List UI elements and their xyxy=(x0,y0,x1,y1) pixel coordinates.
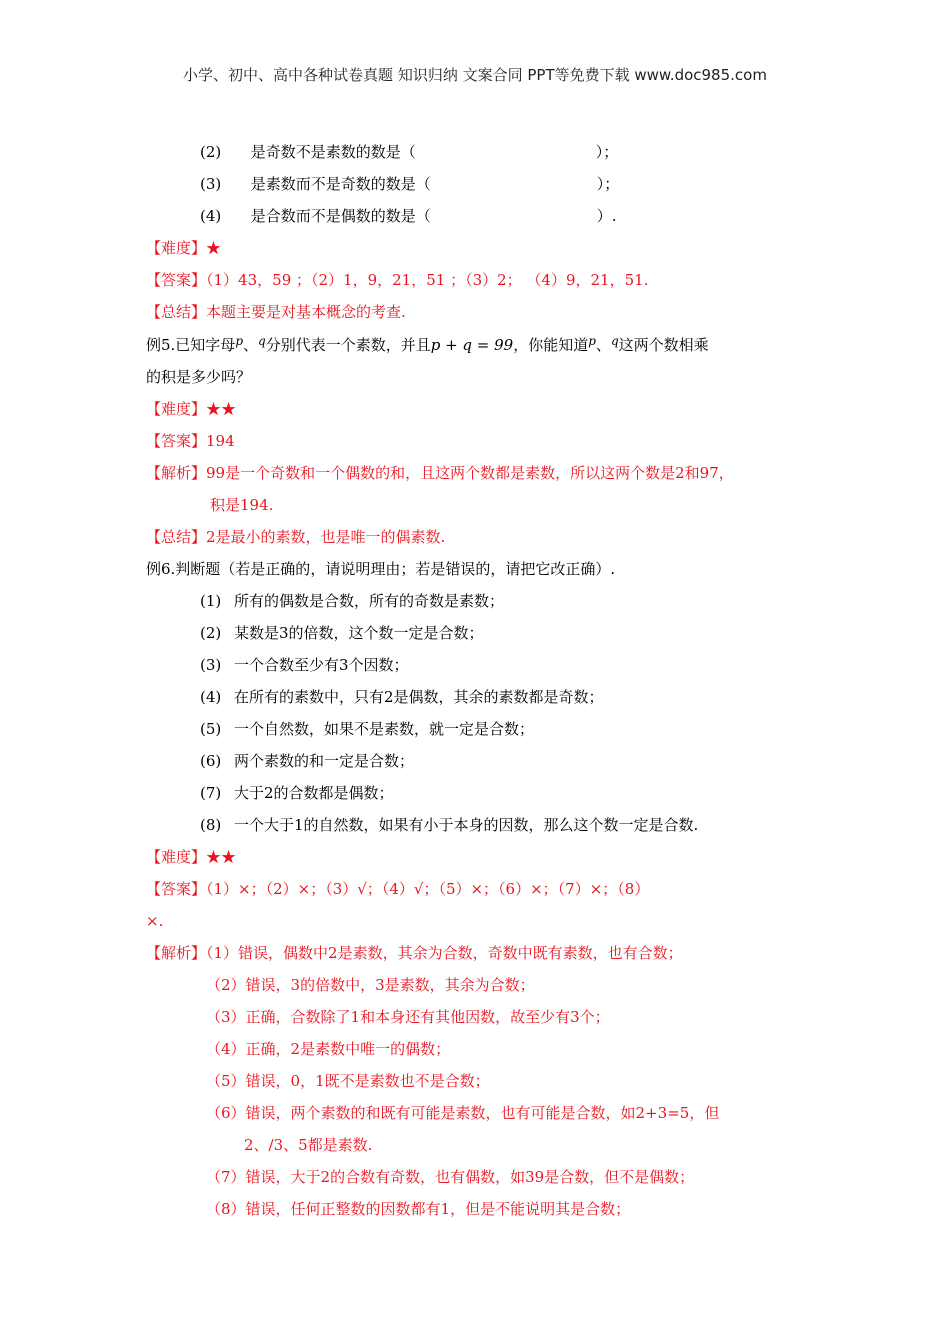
ex6-item xyxy=(200,814,698,836)
ex6-answer xyxy=(146,878,649,900)
ex5-analysis xyxy=(146,462,734,484)
summary-text: 2是最小的素数，也是唯一的偶素数. xyxy=(206,528,446,546)
ex6-item xyxy=(200,590,504,612)
item-text: 一个大于1的自然数，如果有小于本身的因数，那么这个数一定是合数. xyxy=(234,816,699,834)
analysis-line: （5）错误，0，1既不是素数也不是合数； xyxy=(206,1072,490,1090)
ex6-answer-line2: ×. xyxy=(146,912,164,930)
answer-text: （1）×；（2）×；（3）√；（4）√；（5）×；（6）×；（7）×；（8） xyxy=(206,880,650,898)
answer-text: 194 xyxy=(206,432,235,450)
item-number: (2) xyxy=(200,143,222,161)
item-close: ）； xyxy=(595,143,619,161)
question-text: ，你能知道 xyxy=(513,336,589,354)
item-number: (4) xyxy=(200,688,222,706)
item-text: 某数是3的倍数，这个数一定是合数； xyxy=(234,624,484,642)
star-rating: ★★ xyxy=(206,848,237,866)
star-rating: ★★ xyxy=(206,400,237,418)
ex6-difficulty xyxy=(146,846,236,868)
item-number: (4) xyxy=(200,207,222,225)
ex6-item xyxy=(200,654,409,676)
analysis-text: （1）错误，偶数中2是素数，其余为合数，奇数中既有素数，也有合数； xyxy=(206,944,683,962)
analysis-line: （8）错误，任何正整数的因数都有1，但是不能说明其是合数； xyxy=(206,1200,631,1218)
item-number: (7) xyxy=(200,784,222,802)
difficulty-tag: 【难度】 xyxy=(146,239,207,257)
var-q: q xyxy=(258,334,266,348)
ex5-analysis-line2: 积是194. xyxy=(210,496,274,514)
answer-tag: 【答案】 xyxy=(146,432,207,450)
analysis-line: （2）错误，3的倍数中，3是素数，其余为合数； xyxy=(206,976,535,994)
item-text: 两个素数的和一定是合数； xyxy=(234,752,415,770)
item-text: 在所有的素数中，只有2是偶数，其余的素数都是奇数； xyxy=(234,688,604,706)
item-close: ）. xyxy=(596,207,617,225)
item-text: 是合数而不是偶数的数是（ xyxy=(250,207,431,225)
q4-item-3 xyxy=(200,173,619,195)
analysis-line: （3）正确，合数除了1和本身还有其他因数，故至少有3个； xyxy=(206,1008,610,1026)
star-rating: ★ xyxy=(206,239,222,257)
answer-tag: 【答案】 xyxy=(146,880,207,898)
q4-item-4 xyxy=(200,205,617,227)
analysis-line: （7）错误，大于2的合数有奇数，也有偶数，如39是合数，但不是偶数； xyxy=(206,1168,695,1186)
q4-item-2 xyxy=(200,141,618,163)
ex5-answer xyxy=(146,430,235,452)
page-header: 小学、初中、高中各种试卷真题 知识归纳 文案合同 PPT等免费下载 www.doc985.com xyxy=(183,66,767,84)
ex5-summary xyxy=(146,526,445,548)
item-text: 大于2的合数都是偶数； xyxy=(234,784,394,802)
question-text: 例5.已知字母 xyxy=(146,336,236,354)
difficulty-tag: 【难度】 xyxy=(146,848,207,866)
ex6-item xyxy=(200,718,534,740)
analysis-tag: 【解析】 xyxy=(146,464,207,482)
summary-tag: 【总结】 xyxy=(146,528,207,546)
ex5-difficulty xyxy=(146,398,236,420)
analysis-text: 99是一个奇数和一个偶数的和，且这两个数都是素数，所以这两个数是2和97， xyxy=(206,464,734,482)
answer-text: （1）43，59 ；（2）1，9，21，51 ；（3）2； （4）9，21，51. xyxy=(206,271,649,289)
analysis-line: （6）错误，两个素数的和既有可能是素数，也有可能是合数，如2+3=5，但 xyxy=(206,1104,720,1122)
item-number: (2) xyxy=(200,624,222,642)
ex6-title: 例6.判断题（若是正确的，请说明理由；若是错误的，请把它改正确）. xyxy=(146,560,616,578)
ex4-difficulty xyxy=(146,237,221,259)
ex6-item xyxy=(200,686,604,708)
ex6-item xyxy=(200,750,414,772)
question-text: 分别代表一个素数，并且 xyxy=(265,336,431,354)
separator: 、 xyxy=(595,336,611,354)
separator: 、 xyxy=(243,336,259,354)
ex6-analysis xyxy=(146,942,683,964)
var-q: q xyxy=(610,334,619,348)
summary-text: 本题主要是对基本概念的考查. xyxy=(206,303,406,321)
summary-tag: 【总结】 xyxy=(146,303,207,321)
item-text: 一个合数至少有3个因数； xyxy=(234,656,409,674)
item-text: 是素数而不是奇数的数是（ xyxy=(250,175,431,193)
difficulty-tag: 【难度】 xyxy=(146,400,207,418)
item-close: ）； xyxy=(596,175,620,193)
answer-tag: 【答案】 xyxy=(146,271,207,289)
item-text: 一个自然数，如果不是素数，就一定是合数； xyxy=(234,720,535,738)
item-number: (3) xyxy=(200,656,222,674)
ex6-item xyxy=(200,782,394,804)
ex5-question-line2: 的积是多少吗？ xyxy=(146,368,252,386)
ex4-summary xyxy=(146,301,406,323)
item-text: 所有的偶数是合数，所有的奇数是素数； xyxy=(234,592,505,610)
ex5-question xyxy=(146,334,709,357)
item-number: (5) xyxy=(200,720,222,738)
equation: p + q = 99 xyxy=(430,336,514,354)
item-text: 是奇数不是素数的数是（ xyxy=(250,143,416,161)
var-p: p xyxy=(235,334,243,348)
item-number: (3) xyxy=(200,175,222,193)
var-p: p xyxy=(588,334,596,348)
item-number: (6) xyxy=(200,752,222,770)
analysis-line: （4）正确，2是素数中唯一的偶数； xyxy=(206,1040,451,1058)
analysis-line: 2、/3、5都是素数. xyxy=(244,1136,373,1154)
ex6-item xyxy=(200,622,484,644)
item-number: (8) xyxy=(200,816,222,834)
ex4-answer xyxy=(146,269,648,291)
question-text: 这两个数相乘 xyxy=(618,336,709,354)
item-number: (1) xyxy=(200,592,222,610)
analysis-tag: 【解析】 xyxy=(146,944,207,962)
